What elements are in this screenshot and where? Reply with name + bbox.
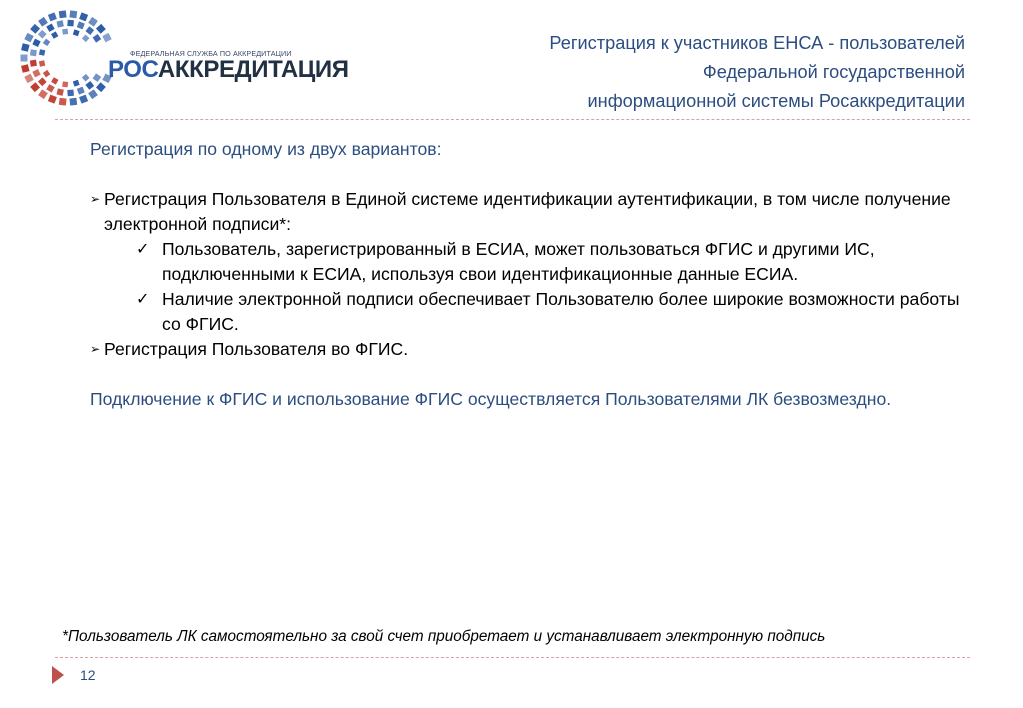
- triangle-icon: [52, 666, 64, 684]
- slide-title: [365, 29, 965, 116]
- logo-square: [46, 84, 54, 92]
- bullet-text: Регистрация Пользователя в Единой системе идентификации аутентификации, в том числе получение электронной подписи*:: [104, 189, 951, 234]
- logo-square: [67, 20, 74, 27]
- logo-square: [59, 98, 67, 106]
- logo-square: [39, 60, 45, 66]
- logo-square: [67, 90, 74, 97]
- bullet-text: Регистрация Пользователя во ФГИС.: [104, 339, 409, 359]
- logo: [18, 8, 349, 112]
- slide-title-line: Регистрация к участников ЕНСА - пользователей: [549, 33, 965, 53]
- logo-tagline: ФЕДЕРАЛЬНАЯ СЛУЖБА ПО АККРЕДИТАЦИИ: [130, 49, 292, 58]
- footnote: *Пользователь ЛК самостоятельно за свой счет приобретает и устанавливает электронную подпись: [62, 628, 826, 645]
- logo-square: [85, 81, 94, 90]
- logo-square: [24, 74, 33, 83]
- logo-square: [30, 24, 40, 34]
- logo-square: [30, 49, 37, 56]
- logo-square: [93, 34, 102, 43]
- logo-square: [38, 77, 47, 86]
- logo-square: [24, 33, 33, 42]
- logo-square: [38, 89, 48, 99]
- logo-square: [56, 20, 63, 27]
- logo-square: [43, 39, 51, 47]
- logo-square: [51, 31, 58, 38]
- logo-square: [88, 17, 98, 27]
- logo-square: [38, 17, 48, 27]
- logo-brand-rest: АККРЕДИТАЦИЯ: [157, 56, 349, 83]
- logo-square: [77, 21, 85, 29]
- arrow-bullet-icon: ➢: [90, 342, 101, 356]
- logo-square: [30, 82, 40, 92]
- bullet-item: [90, 187, 970, 237]
- logo-square: [88, 89, 98, 99]
- logo-square: [79, 95, 88, 104]
- logo-brand: [108, 57, 349, 83]
- logo-square: [73, 80, 80, 87]
- check-item: [90, 287, 970, 337]
- check-item: [90, 237, 970, 287]
- slide-content: [90, 137, 970, 412]
- logo-square: [43, 70, 51, 78]
- slide-title-line: информационной системы Росаккредитации: [587, 91, 965, 111]
- logo-square: [73, 29, 80, 36]
- logo-square: [93, 73, 102, 82]
- bullet-item: [90, 337, 970, 362]
- logo-square: [32, 39, 40, 47]
- logo-brand-ros: РОС: [108, 56, 158, 83]
- logo-square: [30, 60, 37, 67]
- page-number: 12: [80, 667, 96, 683]
- checkmark-icon: ✓: [136, 241, 150, 258]
- logo-square: [21, 55, 28, 62]
- logo-square: [38, 30, 47, 39]
- intro-text: Регистрация по одному из двух вариантов:: [90, 139, 442, 159]
- logo-emblem: [18, 8, 118, 112]
- check-text: Наличие электронной подписи обеспечивает Пользователю более широкие возможности работы со ФГИС.: [162, 289, 960, 334]
- logo-square: [21, 64, 29, 72]
- slide-title-line: Федеральной государственной: [702, 62, 965, 82]
- logo-square: [32, 69, 40, 77]
- checkmark-icon: ✓: [136, 291, 150, 308]
- logo-square: [79, 12, 88, 21]
- logo-square: [82, 34, 90, 42]
- logo-square: [82, 74, 90, 82]
- logo-square: [69, 10, 77, 18]
- header-divider: [55, 119, 970, 120]
- note-text: Подключение к ФГИС и использование ФГИС осуществляется Пользователями ЛК безвозмездно.: [90, 389, 892, 409]
- logo-square: [51, 77, 58, 84]
- pager: [52, 666, 96, 684]
- logo-square: [77, 87, 85, 95]
- logo-square: [46, 23, 54, 31]
- logo-square: [85, 26, 94, 35]
- footer-divider: [55, 657, 970, 658]
- logo-square: [39, 49, 45, 55]
- logo-square: [69, 98, 77, 106]
- logo-square: [59, 10, 67, 18]
- logo-square: [56, 88, 63, 95]
- check-text: Пользователь, зарегистрированный в ЕСИА, может пользоваться ФГИС и другими ИС, подключенными к ЕСИА, используя свои идентификационные данные ЕСИА.: [162, 239, 875, 284]
- logo-square: [62, 81, 68, 87]
- logo-square: [96, 24, 106, 34]
- logo-square: [102, 33, 111, 42]
- logo-square: [62, 29, 68, 35]
- logo-square: [21, 43, 29, 51]
- logo-square: [48, 12, 57, 21]
- logo-square: [96, 82, 106, 92]
- arrow-bullet-icon: ➢: [90, 192, 101, 206]
- logo-square: [48, 95, 57, 104]
